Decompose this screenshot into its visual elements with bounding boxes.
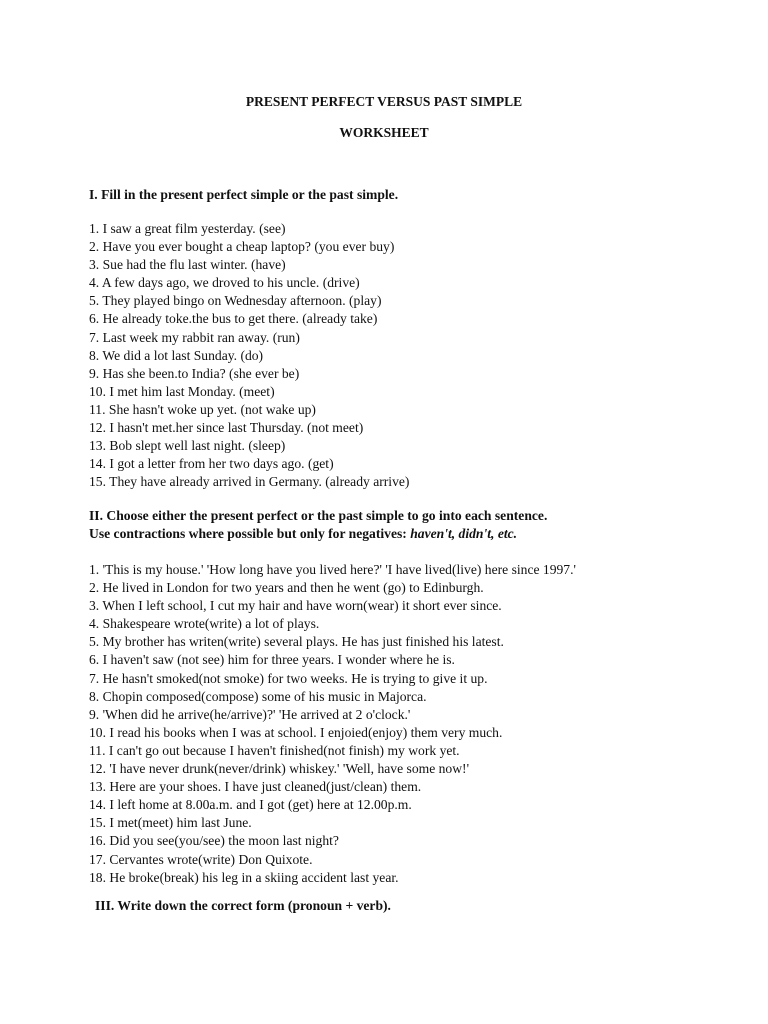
section-3-heading: III. Write down the correct form (pronoun + verb). <box>95 898 391 913</box>
list-item: 2. Have you ever bought a cheap laptop? (you ever buy) <box>89 239 395 255</box>
section-1-heading: I. Fill in the present perfect simple or the past simple. <box>89 187 399 202</box>
list-item: 13. Bob slept well last night. (sleep) <box>89 438 286 454</box>
list-item: 3. Sue had the flu last winter. (have) <box>89 257 286 273</box>
list-item: 7. He hasn't smoked(not smoke) for two weeks. He is trying to give it up. <box>89 670 488 686</box>
list-item: 4. A few days ago, we droved to his uncle. (drive) <box>89 275 360 291</box>
instructions-examples: haven't, didn't, etc. <box>410 526 518 541</box>
instructions-text: Use contractions where possible but only for negatives: <box>89 526 411 541</box>
list-item: 16. Did you see(you/see) the moon last night? <box>89 833 339 849</box>
list-item: 1. I saw a great film yesterday. (see) <box>89 221 286 236</box>
section-1-list <box>89 220 749 491</box>
list-item: 1. 'This is my house.' 'How long have you lived here?' 'I have lived(live) here since 1997.' <box>89 562 576 577</box>
section-3 <box>95 897 755 915</box>
list-item: 5. My brother has writen(write) several plays. He has just finished his latest. <box>89 634 504 650</box>
list-item: 15. I met(meet) him last June. <box>89 815 252 831</box>
list-item: 11. She hasn't woke up yet. (not wake up) <box>89 401 316 417</box>
list-item: 8. Chopin composed(compose) some of his music in Majorca. <box>89 688 427 704</box>
list-item: 10. I read his books when I was at school. I enjoied(enjoy) them very much. <box>89 724 503 740</box>
section-2-list <box>89 561 749 887</box>
page-subtitle: WORKSHEET <box>339 125 429 140</box>
section-2-heading: II. Choose either the present perfect or the past simple to go into each sentence. <box>89 508 548 523</box>
list-item: 12. 'I have never drunk(never/drink) whiskey.' 'Well, have some now!' <box>89 761 470 777</box>
list-item: 8. We did a lot last Sunday. (do) <box>89 347 264 363</box>
list-item: 9. 'When did he arrive(he/arrive)?' 'He arrived at 2 o'clock.' <box>89 706 411 722</box>
list-item: 7. Last week my rabbit ran away. (run) <box>89 329 300 345</box>
list-item: 15. They have already arrived in Germany. (already arrive) <box>89 474 410 490</box>
list-item: 4. Shakespeare wrote(write) a lot of plays. <box>89 616 320 632</box>
list-item: 13. Here are your shoes. I have just cleaned(just/clean) them. <box>89 779 422 795</box>
list-item: 14. I got a letter from her two days ago. (get) <box>89 456 334 472</box>
section-2-instructions <box>89 525 749 543</box>
list-item: 5. They played bingo on Wednesday afternoon. (play) <box>89 293 382 309</box>
list-item: 2. He lived in London for two years and then he went (go) to Edinburgh. <box>89 580 484 596</box>
section-1 <box>89 186 749 204</box>
list-item: 17. Cervantes wrote(write) Don Quixote. <box>89 851 313 867</box>
list-item: 6. He already toke.the bus to get there. (already take) <box>89 311 378 327</box>
list-item: 6. I haven't saw (not see) him for three years. I wonder where he is. <box>89 652 455 668</box>
section-2 <box>89 507 749 543</box>
page-title: PRESENT PERFECT VERSUS PAST SIMPLE <box>245 94 523 109</box>
list-item: 11. I can't go out because I haven't finished(not finish) my work yet. <box>89 742 460 758</box>
list-item: 12. I hasn't met.her since last Thursday. (not meet) <box>89 420 364 436</box>
list-item: 10. I met him last Monday. (meet) <box>89 383 275 399</box>
list-item: 9. Has she been.to India? (she ever be) <box>89 365 300 381</box>
list-item: 3. When I left school, I cut my hair and have worn(wear) it short ever since. <box>89 598 502 614</box>
list-item: 14. I left home at 8.00a.m. and I got (get) here at 12.00p.m. <box>89 797 412 813</box>
list-item: 18. He broke(break) his leg in a skiing accident last year. <box>89 869 399 885</box>
